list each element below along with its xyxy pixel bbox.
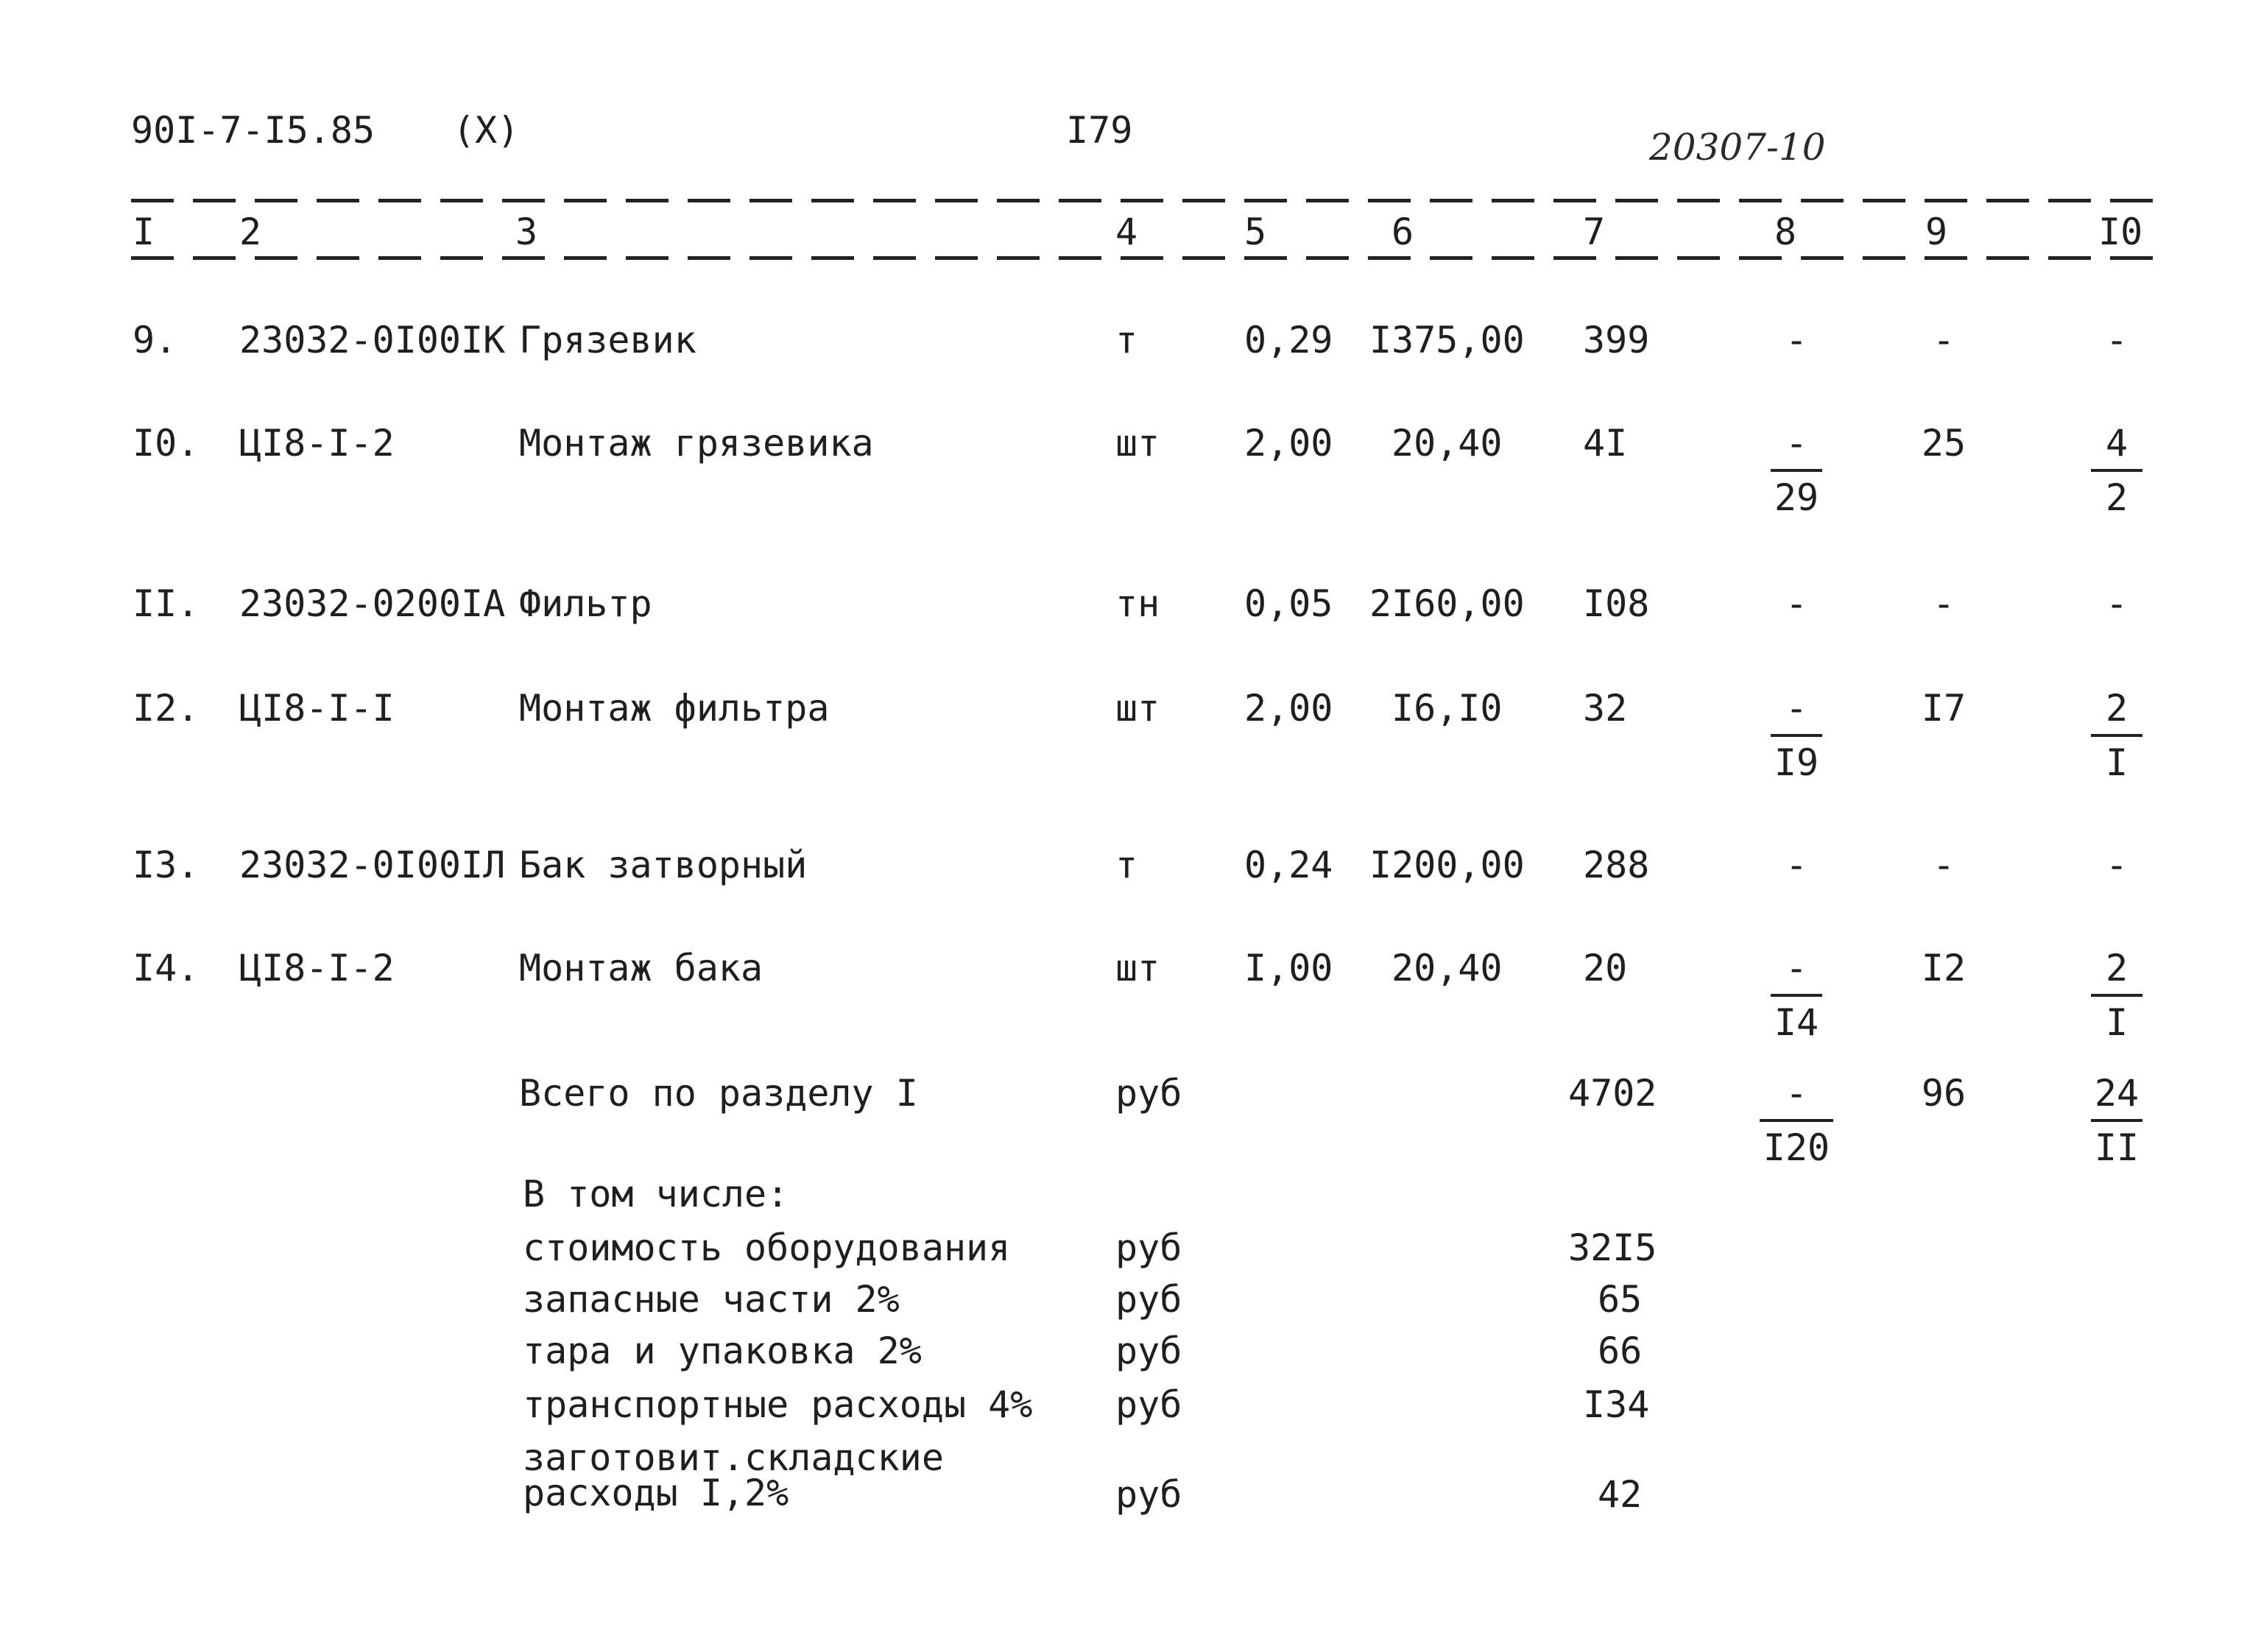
row-total: 32 [1583, 687, 1628, 730]
breakdown-heading: В том числе: [523, 1173, 789, 1215]
row-col9: - [1932, 844, 1955, 886]
breakdown-item-name-line1: заготовит.складские [523, 1436, 944, 1479]
fraction-numerator: - [1785, 947, 1808, 989]
row-name: Монтаж грязевика [519, 422, 874, 465]
fraction-bar [1760, 1119, 1833, 1122]
fraction-numerator: 4 [2105, 422, 2128, 465]
document-code: 90I-7-I5.85 [131, 109, 375, 152]
handwritten-reference: 20307-10 [1649, 126, 1826, 169]
row-number: I0. [133, 422, 200, 465]
breakdown-item-value: I34 [1583, 1383, 1650, 1426]
breakdown-item-name: тара и упаковка 2% [523, 1330, 922, 1372]
row-col8: - [1785, 319, 1808, 361]
row-col10-fraction [2091, 947, 2142, 1044]
section-total-col9: 96 [1921, 1072, 1967, 1115]
breakdown-item-name: запасные части 2% [523, 1278, 900, 1321]
column-number-5: 5 [1244, 211, 1267, 253]
header-rule-top [131, 199, 2163, 202]
fraction-denominator: I9 [1774, 741, 1819, 784]
row-col8-fraction [1771, 422, 1822, 519]
section-total-unit: руб [1115, 1072, 1182, 1115]
fraction-denominator: 2 [2105, 476, 2128, 519]
row-quantity: 2,00 [1244, 687, 1333, 730]
page-number: I79 [1066, 109, 1133, 152]
breakdown-item-value: 65 [1598, 1278, 1643, 1321]
row-col8-fraction [1771, 687, 1822, 784]
row-col10-fraction [2091, 687, 2142, 784]
column-number-4: 4 [1115, 211, 1138, 253]
breakdown-item-name: транспортные расходы 4% [523, 1383, 1033, 1426]
fraction-numerator: 2 [2105, 687, 2128, 730]
row-unit: т [1115, 319, 1138, 361]
row-code: ЦI8-I-I [239, 687, 395, 730]
row-col10: - [2105, 582, 2128, 625]
row-col9: - [1932, 582, 1955, 625]
row-price: I375,00 [1369, 319, 1525, 361]
row-total: 4I [1583, 422, 1628, 465]
fraction-bar [1771, 469, 1822, 472]
row-price: I200,00 [1369, 844, 1525, 886]
breakdown-item-unit: руб [1115, 1473, 1182, 1516]
column-number-6: 6 [1391, 211, 1414, 253]
breakdown-item-value: 42 [1598, 1473, 1643, 1516]
row-unit: тн [1115, 582, 1160, 625]
section-total-value: 4702 [1568, 1072, 1657, 1115]
row-total: I08 [1583, 582, 1650, 625]
row-quantity: 2,00 [1244, 422, 1333, 465]
fraction-denominator: I [2105, 1001, 2128, 1044]
row-unit: шт [1115, 687, 1160, 730]
row-unit: т [1115, 844, 1138, 886]
row-total: 399 [1583, 319, 1650, 361]
fraction-numerator: 2 [2105, 947, 2128, 989]
fraction-denominator: I4 [1774, 1001, 1819, 1044]
row-name: Бак затворный [519, 844, 808, 886]
row-col8: - [1785, 844, 1808, 886]
row-col10-fraction [2091, 422, 2142, 519]
fraction-denominator: I20 [1763, 1126, 1830, 1169]
section-total-col10-fraction [2091, 1072, 2142, 1169]
row-col10: - [2105, 319, 2128, 361]
fraction-numerator: - [1785, 422, 1808, 465]
row-code: 23032-0I00IК [239, 319, 506, 361]
fraction-bar [2091, 734, 2142, 737]
fraction-bar [2091, 994, 2142, 997]
column-number-2: 2 [239, 211, 262, 253]
breakdown-item-name: стоимость оборудования [523, 1226, 1011, 1269]
breakdown-item-name-line2: расходы I,2% [523, 1472, 789, 1514]
row-number: II. [133, 582, 200, 625]
breakdown-item-unit: руб [1115, 1278, 1182, 1321]
row-col10: - [2105, 844, 2128, 886]
row-col9: I7 [1921, 687, 1967, 730]
column-number-8: 8 [1774, 211, 1797, 253]
column-number-9: 9 [1925, 211, 1948, 253]
row-quantity: 0,29 [1244, 319, 1333, 361]
row-code: 23032-0200IА [239, 582, 506, 625]
row-number: I4. [133, 947, 200, 989]
fraction-bar [2091, 1119, 2142, 1122]
row-col8-fraction [1771, 947, 1822, 1044]
row-name: Грязевик [519, 319, 696, 361]
row-unit: шт [1115, 947, 1160, 989]
breakdown-item-unit: руб [1115, 1226, 1182, 1269]
fraction-bar [2091, 469, 2142, 472]
fraction-numerator: - [1785, 687, 1808, 730]
row-number: I3. [133, 844, 200, 886]
row-number: I2. [133, 687, 200, 730]
breakdown-item-unit: руб [1115, 1383, 1182, 1426]
fraction-denominator: I [2105, 741, 2128, 784]
breakdown-item-value: 66 [1598, 1330, 1643, 1372]
row-quantity: 0,05 [1244, 582, 1333, 625]
row-price: 20,40 [1391, 947, 1503, 989]
row-col9: I2 [1921, 947, 1967, 989]
fraction-numerator: 24 [2094, 1072, 2140, 1115]
row-total: 20 [1583, 947, 1628, 989]
breakdown-item-value: 32I5 [1568, 1226, 1657, 1269]
row-price: 20,40 [1391, 422, 1503, 465]
header-rule-bottom [131, 256, 2163, 260]
row-total: 288 [1583, 844, 1650, 886]
row-quantity: 0,24 [1244, 844, 1333, 886]
row-code: 23032-0I00IЛ [239, 844, 506, 886]
fraction-numerator: - [1785, 1072, 1808, 1115]
row-name: Монтаж фильтра [519, 687, 830, 730]
breakdown-item-unit: руб [1115, 1330, 1182, 1372]
fraction-bar [1771, 994, 1822, 997]
column-number-7: 7 [1583, 211, 1606, 253]
fraction-denominator: 29 [1774, 476, 1819, 519]
row-price: 2I60,00 [1369, 582, 1525, 625]
row-code: ЦI8-I-2 [239, 422, 395, 465]
row-quantity: I,00 [1244, 947, 1333, 989]
row-code: ЦI8-I-2 [239, 947, 395, 989]
column-number-3: 3 [515, 211, 538, 253]
row-col8: - [1785, 582, 1808, 625]
section-total-label: Всего по разделу I [519, 1072, 918, 1115]
row-name: Монтаж бака [519, 947, 763, 989]
document-variant: (X) [453, 109, 520, 152]
fraction-denominator: II [2094, 1126, 2140, 1169]
row-price: I6,I0 [1391, 687, 1503, 730]
row-unit: шт [1115, 422, 1160, 465]
column-number-1: I [133, 211, 155, 253]
row-number: 9. [133, 319, 177, 361]
section-total-col8-fraction [1760, 1072, 1833, 1169]
column-number-10: I0 [2098, 211, 2143, 253]
row-name: Фильтр [519, 582, 652, 625]
fraction-bar [1771, 734, 1822, 737]
row-col9: 25 [1921, 422, 1967, 465]
row-col9: - [1932, 319, 1955, 361]
